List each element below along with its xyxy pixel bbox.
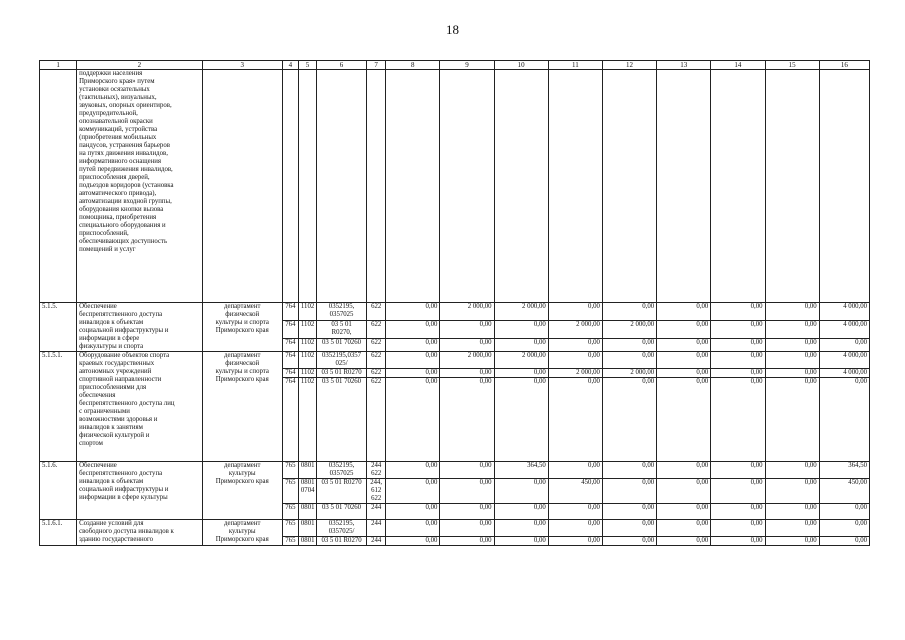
cell-value: 2 000,00 — [548, 321, 602, 339]
cell-value: 0,00 — [548, 462, 602, 479]
cell-value: 0,00 — [548, 378, 602, 462]
cell-value: 0,00 — [602, 462, 656, 479]
cell-empty — [440, 70, 494, 303]
cell-value: 364,50 — [819, 462, 869, 479]
cell-value: 0,00 — [386, 339, 440, 352]
cell-value: 0,00 — [819, 504, 869, 520]
cell-value: 0,00 — [711, 462, 765, 479]
cell-num: 5.1.5.1. — [40, 352, 77, 462]
cell-rz-pr: 1102 — [298, 352, 316, 369]
column-header: 14 — [711, 61, 765, 70]
cell-rz-pr: 0801 — [298, 537, 316, 546]
cell-vr: 622 — [367, 321, 386, 339]
cell-name: поддержки населения Приморского края» путем установки осязательных (тактильных), визуальных, звуковых, опорных ориентиров, предупредительной, опознавательной окраски коммуникаций, устройства (приобретения мобильных пандусов, устранения барьеров на путях движения инвалидов, информативного оснащения путей передвижения инвалидов, приспособления дверей, подъездов коридоров (установка автоматического привода), автоматизации входной группы, оборудования кнопки вызова помощника, приобретения специального оборудования и приспособлений, обеспечивающих доступность помещений и услуг — [77, 70, 202, 303]
column-header: 12 — [602, 61, 656, 70]
cell-value: 0,00 — [386, 462, 440, 479]
cell-num: 5.1.6. — [40, 462, 77, 520]
cell-value: 0,00 — [657, 537, 711, 546]
cell-executor: департамент культуры Приморского края — [202, 520, 282, 546]
cell-empty — [494, 70, 548, 303]
column-header: 13 — [657, 61, 711, 70]
cell-value: 0,00 — [657, 479, 711, 504]
cell-vr: 244 — [367, 520, 386, 537]
cell-value: 4 000,00 — [819, 352, 869, 369]
cell-value: 0,00 — [494, 378, 548, 462]
cell-value: 0,00 — [602, 303, 656, 321]
table-row — [40, 352, 870, 369]
cell-empty — [765, 70, 819, 303]
cell-value: 0,00 — [440, 339, 494, 352]
column-header: 5 — [298, 61, 316, 70]
cell-csr: 03 5 01 R0270 — [316, 537, 366, 546]
cell-value: 0,00 — [657, 303, 711, 321]
cell-empty — [367, 70, 386, 303]
cell-empty — [316, 70, 366, 303]
cell-vr: 622 — [367, 352, 386, 369]
cell-value: 2 000,00 — [494, 352, 548, 369]
column-header: 8 — [386, 61, 440, 70]
cell-value: 0,00 — [819, 520, 869, 537]
cell-value: 0,00 — [657, 352, 711, 369]
cell-value: 0,00 — [440, 479, 494, 504]
cell-value: 0,00 — [548, 303, 602, 321]
cell-value: 0,00 — [657, 321, 711, 339]
cell-grbs: 765 — [282, 479, 298, 504]
cell-value: 0,00 — [711, 321, 765, 339]
cell-value: 0,00 — [548, 339, 602, 352]
cell-value: 0,00 — [819, 339, 869, 352]
cell-empty — [657, 70, 711, 303]
cell-grbs: 764 — [282, 369, 298, 378]
cell-grbs: 764 — [282, 321, 298, 339]
column-header: 3 — [202, 61, 282, 70]
column-header: 16 — [819, 61, 869, 70]
cell-value: 0,00 — [440, 504, 494, 520]
cell-value: 0,00 — [386, 321, 440, 339]
cell-value: 0,00 — [765, 504, 819, 520]
cell-value: 0,00 — [657, 462, 711, 479]
cell-value: 2 000,00 — [440, 303, 494, 321]
table-row — [40, 520, 870, 537]
cell-value: 0,00 — [602, 537, 656, 546]
column-header: 6 — [316, 61, 366, 70]
cell-value: 0,00 — [494, 520, 548, 537]
cell-executor: департамент физической культуры и спорта Приморского края — [202, 352, 282, 462]
cell-value: 0,00 — [386, 537, 440, 546]
cell-value: 0,00 — [494, 537, 548, 546]
table-row — [40, 462, 870, 479]
cell-value: 0,00 — [657, 504, 711, 520]
cell-value: 0,00 — [711, 339, 765, 352]
column-header: 4 — [282, 61, 298, 70]
cell-value: 450,00 — [819, 479, 869, 504]
cell-value: 0,00 — [711, 369, 765, 378]
column-header: 11 — [548, 61, 602, 70]
cell-vr: 622 — [367, 369, 386, 378]
cell-value: 0,00 — [711, 537, 765, 546]
table-row — [40, 303, 870, 321]
header-row — [40, 61, 870, 70]
budget-table — [39, 60, 870, 546]
cell-value: 0,00 — [657, 369, 711, 378]
cell-csr: 03 5 01 70260 — [316, 504, 366, 520]
cell-grbs: 765 — [282, 537, 298, 546]
cell-value: 4 000,00 — [819, 369, 869, 378]
cell-value: 0,00 — [765, 378, 819, 462]
cell-value: 0,00 — [602, 352, 656, 369]
cell-num — [40, 70, 77, 303]
cell-empty — [548, 70, 602, 303]
cell-grbs: 764 — [282, 352, 298, 369]
cell-empty — [202, 70, 282, 303]
cell-value: 0,00 — [711, 479, 765, 504]
cell-csr: 03 5 01 R0270, — [316, 321, 366, 339]
cell-value: 0,00 — [494, 339, 548, 352]
column-header: 2 — [77, 61, 202, 70]
cell-empty — [298, 70, 316, 303]
cell-value: 2 000,00 — [548, 369, 602, 378]
cell-value: 0,00 — [765, 479, 819, 504]
cell-name: Обеспечение беспрепятственного доступа инвалидов к объектам социальной инфраструктуры и информации в сфере физкультуры и спорта — [77, 303, 202, 352]
cell-value: 0,00 — [386, 352, 440, 369]
cell-csr: 0352195, 0357025/ — [316, 520, 366, 537]
cell-vr: 244 622 — [367, 462, 386, 479]
cell-value: 0,00 — [765, 339, 819, 352]
cell-value: 0,00 — [440, 462, 494, 479]
column-header: 1 — [40, 61, 77, 70]
cell-value: 0,00 — [386, 369, 440, 378]
cell-value: 0,00 — [440, 520, 494, 537]
cell-value: 2 000,00 — [440, 352, 494, 369]
cell-value: 0,00 — [548, 520, 602, 537]
cell-rz-pr: 1102 — [298, 321, 316, 339]
cell-value: 0,00 — [765, 369, 819, 378]
cell-name: Оборудование объектов спорта краевых государственных автономных учреждений спортивной направленности приспособлениями для обеспечения беспрепятственного доступа лиц с ограниченными возможностями здоровья и инвалидов к занятиям физической культурой и спортом — [77, 352, 202, 462]
cell-vr: 244 — [367, 504, 386, 520]
cell-empty — [282, 70, 298, 303]
cell-value: 2 000,00 — [602, 321, 656, 339]
cell-value: 0,00 — [602, 378, 656, 462]
column-header: 15 — [765, 61, 819, 70]
cell-csr: 03 5 01 R0270 — [316, 479, 366, 504]
cell-rz-pr: 1102 — [298, 339, 316, 352]
cell-rz-pr: 0801 — [298, 462, 316, 479]
cell-grbs: 764 — [282, 339, 298, 352]
column-header: 7 — [367, 61, 386, 70]
cell-name: Обеспечение беспрепятственного доступа инвалидов к объектам социальной инфраструктуры и информации в сфере культуры — [77, 462, 202, 520]
cell-rz-pr: 1102 — [298, 369, 316, 378]
cell-name: Создание условий для свободного доступа инвалидов к зданию государственного — [77, 520, 202, 546]
cell-value: 0,00 — [440, 321, 494, 339]
cell-value: 0,00 — [711, 378, 765, 462]
cell-value: 0,00 — [602, 504, 656, 520]
cell-value: 0,00 — [386, 520, 440, 537]
cell-empty — [602, 70, 656, 303]
cell-empty — [819, 70, 869, 303]
cell-value: 0,00 — [657, 378, 711, 462]
cell-vr: 622 — [367, 339, 386, 352]
column-header: 9 — [440, 61, 494, 70]
cell-value: 0,00 — [765, 537, 819, 546]
cell-csr: 03 5 01 R0270 — [316, 369, 366, 378]
cell-value: 0,00 — [494, 479, 548, 504]
cell-value: 0,00 — [494, 504, 548, 520]
cell-vr: 622 — [367, 378, 386, 462]
cell-value: 0,00 — [440, 537, 494, 546]
cell-value: 0,00 — [386, 303, 440, 321]
cell-csr: 03 5 01 70260 — [316, 339, 366, 352]
cell-num: 5.1.6.1. — [40, 520, 77, 546]
page-number: 18 — [446, 22, 459, 37]
cell-value: 0,00 — [386, 378, 440, 462]
cell-value: 0,00 — [386, 479, 440, 504]
cell-grbs: 765 — [282, 504, 298, 520]
cell-value: 4 000,00 — [819, 303, 869, 321]
cell-value: 364,50 — [494, 462, 548, 479]
cell-value: 0,00 — [819, 378, 869, 462]
cell-csr: 0352195,0357 025/ — [316, 352, 366, 369]
cell-empty — [711, 70, 765, 303]
cell-grbs: 765 — [282, 520, 298, 537]
cell-executor: департамент культуры Приморского края — [202, 462, 282, 520]
cell-grbs: 764 — [282, 378, 298, 462]
cell-value: 2 000,00 — [602, 369, 656, 378]
cell-value: 0,00 — [711, 303, 765, 321]
cell-value: 0,00 — [711, 520, 765, 537]
cell-vr: 244 — [367, 537, 386, 546]
cell-value: 0,00 — [765, 321, 819, 339]
cell-value: 0,00 — [548, 537, 602, 546]
cell-executor: департамент физической культуры и спорта Приморского края — [202, 303, 282, 352]
cell-value: 0,00 — [386, 504, 440, 520]
cell-value: 0,00 — [765, 303, 819, 321]
cell-value: 0,00 — [602, 479, 656, 504]
cell-vr: 622 — [367, 303, 386, 321]
cell-value: 0,00 — [657, 520, 711, 537]
cell-rz-pr: 0801 — [298, 520, 316, 537]
cell-value: 0,00 — [711, 504, 765, 520]
cell-value: 0,00 — [440, 378, 494, 462]
cell-value: 450,00 — [548, 479, 602, 504]
cell-value: 0,00 — [548, 504, 602, 520]
cell-value: 0,00 — [765, 520, 819, 537]
cell-value: 0,00 — [440, 369, 494, 378]
cell-csr: 0352195, 0357025 — [316, 303, 366, 321]
cell-empty — [386, 70, 440, 303]
cell-value: 2 000,00 — [494, 303, 548, 321]
cell-csr: 03 5 01 70260 — [316, 378, 366, 462]
cell-rz-pr: 1102 — [298, 378, 316, 462]
table-row — [40, 70, 870, 303]
cell-rz-pr: 1102 — [298, 303, 316, 321]
cell-grbs: 764 — [282, 303, 298, 321]
cell-value: 0,00 — [657, 339, 711, 352]
cell-value: 0,00 — [711, 352, 765, 369]
cell-value: 0,00 — [765, 462, 819, 479]
cell-rz-pr: 0801 — [298, 504, 316, 520]
cell-value: 0,00 — [548, 352, 602, 369]
cell-value: 0,00 — [765, 352, 819, 369]
cell-value: 0,00 — [494, 321, 548, 339]
cell-value: 0,00 — [494, 369, 548, 378]
cell-num: 5.1.5. — [40, 303, 77, 352]
column-header: 10 — [494, 61, 548, 70]
cell-grbs: 765 — [282, 462, 298, 479]
cell-value: 0,00 — [602, 339, 656, 352]
cell-value: 0,00 — [602, 520, 656, 537]
cell-vr: 244, 612 622 — [367, 479, 386, 504]
cell-value: 4 000,00 — [819, 321, 869, 339]
cell-value: 0,00 — [819, 537, 869, 546]
cell-rz-pr: 0801 0704 — [298, 479, 316, 504]
cell-csr: 0352195, 0357025 — [316, 462, 366, 479]
